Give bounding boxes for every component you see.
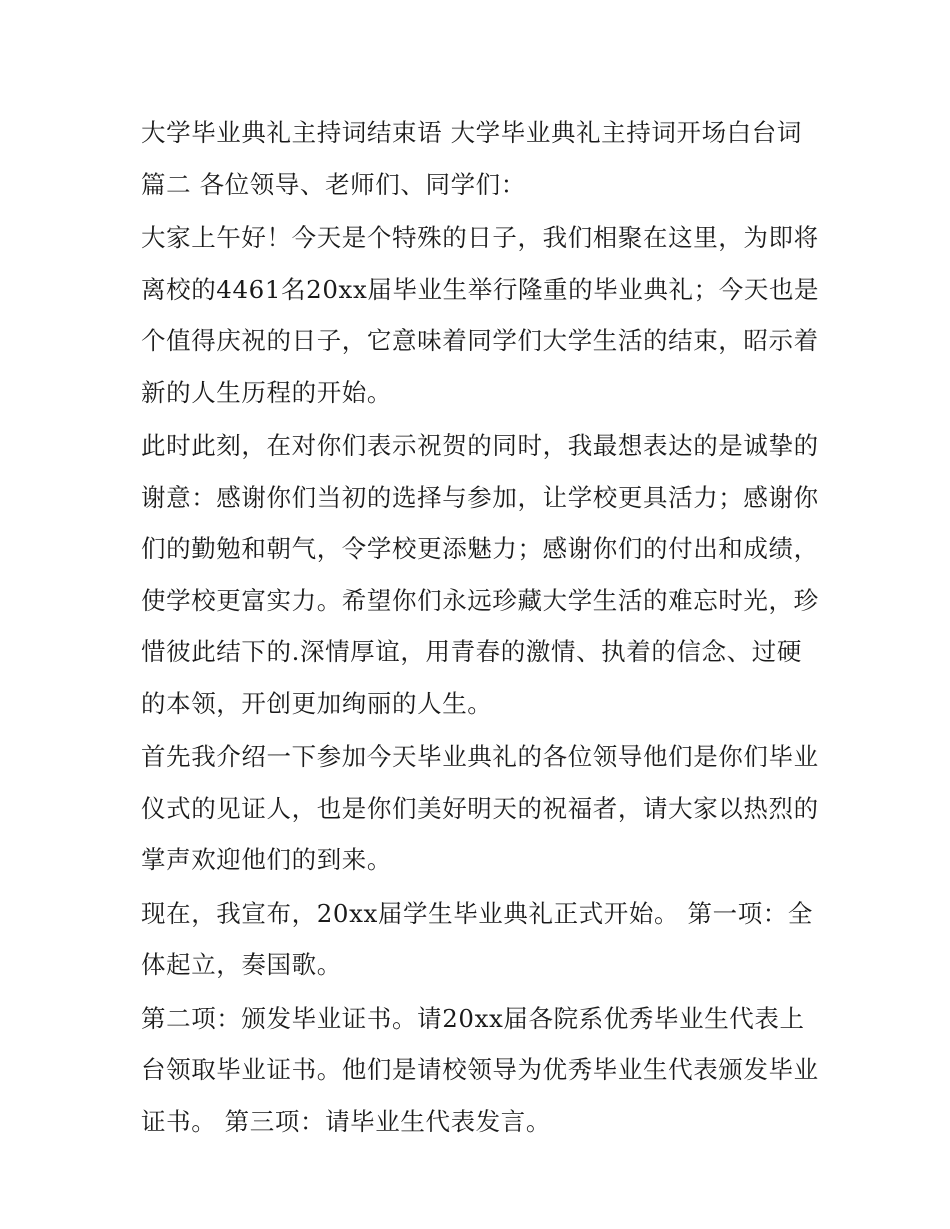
document-body <box>141 107 821 1149</box>
paragraph-opening: 现在，我宣布，20xx届学生毕业典礼正式开始。 第一项：全体起立，奏国歌。 <box>141 898 813 979</box>
paragraph-introduction: 首先我介绍一下参加今天毕业典礼的各位领导他们是你们毕业仪式的见证人，也是你们美好明天的祝福者，请大家以热烈的掌声欢迎他们的到来。 <box>141 742 819 874</box>
paragraph-greeting: 大家上午好！今天是个特殊的日子，我们相聚在这里，为即将离校的4461名20xx届毕业生举行隆重的毕业典礼；今天也是个值得庆祝的日子，它意味着同学们大学生活的结束，昭示着新的人生历程的开始。 <box>141 223 820 407</box>
paragraph-title: 大学毕业典礼主持词结束语 大学毕业典礼主持词开场白台词篇二 各位领导、老师们、同学们： <box>141 118 802 199</box>
paragraph-thanks: 此时此刻，在对你们表示祝贺的同时，我最想表达的是诚挚的谢意：感谢你们当初的选择与参加，让学校更具活力；感谢你们的勤勉和朝气，令学校更添魅力；感谢你们的付出和成绩，使学校更富实力。希望你们永远珍藏大学生活的难忘时光，珍惜彼此结下的.深情厚谊，用青春的激情、执着的信念、过硬的本领，开创更加绚丽的人生。 <box>141 431 819 718</box>
paragraph-certificates: 第二项：颁发毕业证书。请20xx届各院系优秀毕业生代表上台领取毕业证书。他们是请校领导为优秀毕业生代表颁发毕业证书。 第三项：请毕业生代表发言。 <box>141 1003 819 1136</box>
